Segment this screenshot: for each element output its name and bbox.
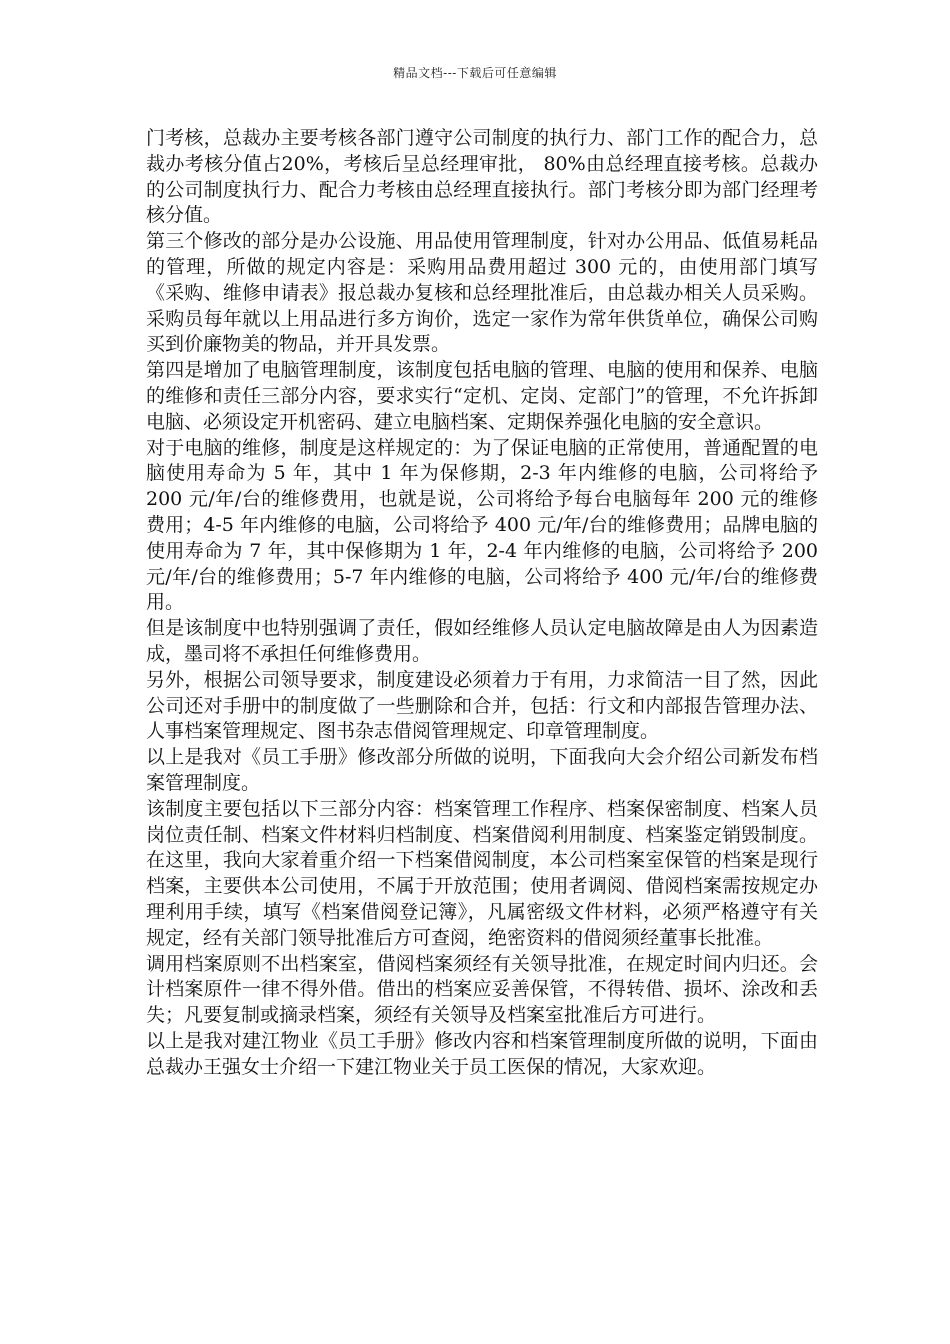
paragraph: 以上是我对《员工手册》修改部分所做的说明，下面我向大会介绍公司新发布档案管理制度。 xyxy=(146,746,818,794)
paragraph: 调用档案原则不出档案室，借阅档案须经有关领导批准，在规定时间内归还。会计档案原件一律不得外借。借出的档案应妥善保管，不得转借、损坏、涂改和丢失；凡要复制或摘录档案，须经有关领导及档案室批准后方可进行。 xyxy=(146,952,818,1027)
paragraph: 但是该制度中也特别强调了责任，假如经维修人员认定电脑故障是由人为因素造成，墨司将不承担任何维修费用。 xyxy=(146,617,818,665)
document-body xyxy=(146,126,818,1080)
paragraph: 以上是我对建江物业《员工手册》修改内容和档案管理制度所做的说明，下面由总裁办王强女士介绍一下建江物业关于员工医保的情况，大家欢迎。 xyxy=(146,1029,818,1078)
page-header: 精品文档---下载后可任意编辑 xyxy=(393,66,557,80)
paragraph: 第四是增加了电脑管理制度，该制度包括电脑的管理、电脑的使用和保养、电脑的维修和责任三部分内容，要求实行“定机、定岗、定部门”的管理，不允许拆卸电脑、必须设定开机密码、建立电脑档案、定期保养强化电脑的安全意识。 xyxy=(146,359,818,433)
paragraph: 该制度主要包括以下三部分内容：档案管理工作程序、档案保密制度、档案人员岗位责任制、档案文件材料归档制度、档案借阅利用制度、档案鉴定销毁制度。在这里，我向大家着重介绍一下档案借阅制度，本公司档案室保管的档案是现行档案，主要供本公司使用，不属于开放范围；使用者调阅、借阅档案需按规定办理利用手续，填写《档案借阅登记簿》，凡属密级文件材料，必须严格遵守有关规定，经有关部门领导批准后方可查阅，绝密资料的借阅须经董事长批准。 xyxy=(146,797,818,949)
paragraph: 另外，根据公司领导要求，制度建设必须着力于有用，力求简洁一目了然，因此公司还对手册中的制度做了一些删除和合并，包括：行文和内部报告管理办法、人事档案管理规定、图书杂志借阅管理规定、印章管理制度。 xyxy=(146,668,818,743)
paragraph: 门考核，总裁办主要考核各部门遵守公司制度的执行力、部门工作的配合力，总裁办考核分值占20%，考核后呈总经理审批， 80%由总经理直接考核。总裁办的公司制度执行力、配合力考核由总经理直接执行。部门考核分即为部门经理考核分值。 xyxy=(146,127,818,227)
paragraph: 第三个修改的部分是办公设施、用品使用管理制度，针对办公用品、低值易耗品的管理，所做的规定内容是：采购用品费用超过 300 元的，由使用部门填写《采购、维修申请表》报总裁办复核和总经理批准后，由总裁办相关人员采购。采购员每年就以上用品进行多方询价，选定一家作为常年供货单位，确保公司购买到价廉物美的物品，并开具发票。 xyxy=(146,230,818,356)
paragraph: 对于电脑的维修，制度是这样规定的：为了保证电脑的正常使用，普通配置的电脑使用寿命为 5 年，其中 1 年为保修期，2-3 年内维修的电脑，公司将给予 200 元/年/台的维修费用，也就是说，公司将给予每台电脑每年 200 元的维修费用；4-5 年内维修的电脑，公司将给予 400 元/年/台的维修费用；品牌电脑的使用寿命为 7 年，其中保修期为 1 年，2-4 年内维修的电脑，公司将给予 200 元/年/台的维修费用；5-7 年内维修的电脑，公司将给予 400 元/年/台的维修费用。 xyxy=(146,436,818,614)
